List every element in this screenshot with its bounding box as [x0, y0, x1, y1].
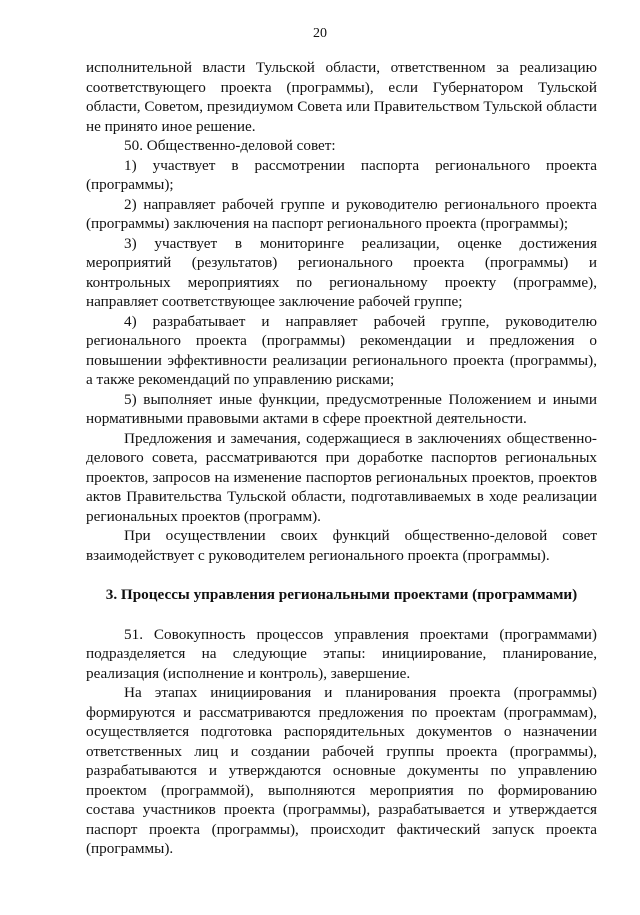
paragraph-proposals: Предложения и замечания, содержащиеся в заключениях общественно-делового совета, рассматриваются при доработке паспортов региональных проектов, запросов на изменение паспортов региональных проектов, проектов актов Правительства Тульской области, подготавливаемых в ходе реализации региональных проектов (программ). — [86, 429, 597, 525]
paragraph-subitem-3: 3) участвует в мониторинге реализации, оценке достижения мероприятий (результатов) регионального проекта (программы) и контрольных мероприятиях по региональному проекту (программе), направляет соответствующее заключение рабочей группе; — [86, 234, 597, 310]
section-heading: 3. Процессы управления региональными проектами (программами) — [105, 586, 578, 603]
page-number: 20 — [313, 26, 327, 41]
paragraph-subitem-2: 2) направляет рабочей группе и руководителю регионального проекта (программы) заключения на паспорт регионального проекта (программы); — [86, 195, 597, 232]
paragraph-subitem-4: 4) разрабатывает и направляет рабочей группе, руководителю регионального проекта (программы) рекомендации и предложения о повышении эффективности реализации регионального проекта (программы), а также рекомендаций по управлению рисками; — [86, 312, 597, 388]
paragraph-item-51: 51. Совокупность процессов управления проектами (программами) подразделяется на следующие этапы: инициирование, планирование, реализация (исполнение и контроль), завершение. — [86, 625, 597, 682]
paragraph-continuation: исполнительной власти Тульской области, ответственном за реализацию соответствующего проекта (программы), если Губернатором Тульской области, Советом, президиумом Совета или Правительством Тульской области не принято иное решение. — [86, 59, 597, 135]
paragraph-initiation-stages: На этапах инициирования и планирования проекта (программы) формируются и рассматриваются предложения по проектам (программам), осуществляется подготовка распорядительных документов о назначении ответственных лиц и создании рабочей группы проекта (программы), разрабатываются и утверждаются основные документы по управлению проектом (программой), выполняются мероприятия по формированию состава участников проекта (программы), разрабатывается и утверждается паспорт проекта (программы), происходит фактический запуск проекта (программы). — [86, 684, 597, 857]
document-body — [86, 58, 597, 859]
paragraph-interaction: При осуществлении своих функций общественно-деловой совет взаимодействует с руководителем регионального проекта (программы). — [86, 527, 597, 564]
paragraph-subitem-1: 1) участвует в рассмотрении паспорта регионального проекта (программы); — [86, 156, 597, 193]
paragraph-subitem-5: 5) выполняет иные функции, предусмотренные Положением и иными нормативными правовыми актами в сфере проектной деятельности. — [86, 390, 597, 427]
paragraph-item-50: 50. Общественно-деловой совет: — [124, 137, 336, 154]
